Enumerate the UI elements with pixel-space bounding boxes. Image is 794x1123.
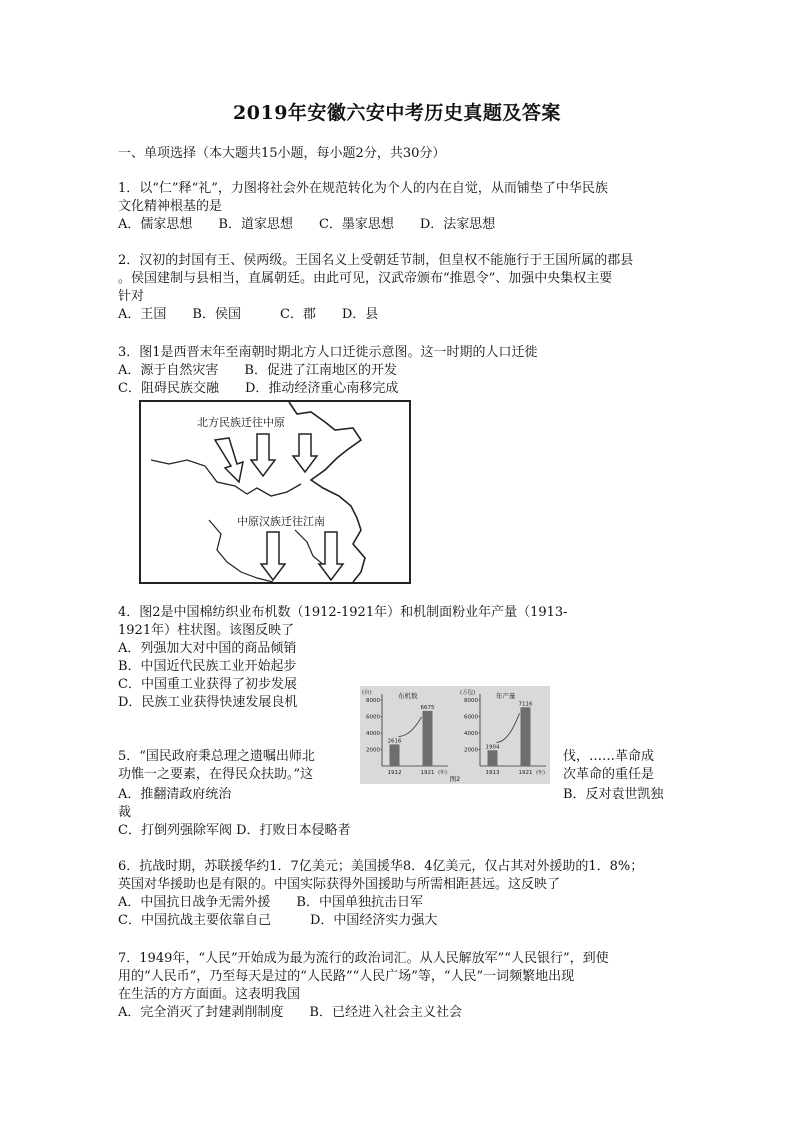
chart-data-label: 2616 [387, 738, 402, 745]
q1-stem-line1: 1．以“仁”释“礼”，力图将社会外在规范转化为个人的内在自觉，从而铺垫了中华民族 [118, 181, 608, 196]
q5-line1-right: 伐，……革命成 [563, 749, 655, 764]
map-label-north: 北方民族迁往中原 [197, 416, 285, 429]
chart-y-tick-label: 6000 [464, 714, 478, 721]
chart-bar [521, 707, 531, 766]
chart-x-tick-label: 1913 [485, 770, 500, 776]
q4-option-d: D．民族工业获得快速发展良机 [118, 695, 298, 710]
chart-y-tick-label: 4000 [366, 731, 380, 737]
q2-stem-line1: 2．汉初的封国有王、侯两级。王国名义上受朝廷节制，但皇权不能施行于王国所属的郡县 [118, 253, 634, 268]
chart-y-tick-label: 6000 [366, 714, 380, 721]
q4-stem-line2: 1921年）柱状图。该图反映了 [118, 623, 295, 638]
q2-stem-line2: 。侯国建制与县相当，直属朝廷。由此可见，汉武帝颁布“推恩令”、加强中央集权主要 [118, 271, 613, 286]
chart-data-label: 6675 [420, 704, 435, 711]
q3-stem: 3．图1是西晋末年至南朝时期北方人口迁徙示意图。这一时期的人口迁徙 [118, 345, 538, 360]
chart-x-unit: (年) [536, 770, 545, 776]
q5-options-cd: C．打倒列强除军阀 D．打败日本侵略者 [118, 823, 351, 838]
figure1-migration-map [139, 400, 411, 584]
q2-stem-line3: 针对 [118, 289, 145, 304]
q1-stem-line2: 文化精神根基的是 [118, 199, 223, 214]
chart-y-tick-label: 2000 [464, 747, 478, 754]
q4-option-c: C．中国重工业获得了初步发展 [118, 677, 297, 692]
q5-option-b: B．反对袁世凯独 [563, 787, 664, 802]
chart-data-label: 7116 [518, 701, 533, 708]
chart-y-tick-label: 4000 [464, 731, 478, 737]
q2-options: A．王国 B．侯国 C．郡 D．县 [118, 307, 379, 322]
chart-x-tick-label: 1921 [518, 770, 533, 776]
q7-stem-line3: 在生活的方方面面。这表明我国 [118, 987, 301, 1002]
q7-options-line1: A．完全消灭了封建剥削制度 B．已经进入社会主义社会 [118, 1005, 462, 1020]
q6-options-line1: A．中国抗日战争无需外援 B．中国单独抗击日军 [118, 895, 423, 910]
q7-stem-line1: 7．1949年，“人民”开始成为最为流行的政治词汇。从人民解放军”“人民银行”，到使 [118, 951, 609, 966]
map-label-south: 中原汉族迁往江南 [237, 515, 325, 528]
q5-option-b-continued: 裁 [118, 805, 132, 820]
chart-bar [390, 744, 400, 766]
chart-title: 年产量 [496, 692, 516, 700]
q4-option-a: A．列强加大对中国的商品倾销 [118, 641, 297, 656]
chart-y-tick-label: 2000 [366, 747, 380, 754]
q5-line2-right: 次革命的重任是 [563, 767, 655, 782]
q4-option-b: B．中国近代民族工业开始起步 [118, 659, 297, 674]
chart-data-label: 1904 [485, 744, 500, 751]
q5-line1-left: 5．“国民政府秉总理之遗嘱出师北 [118, 749, 315, 764]
figure2-svg [360, 686, 550, 784]
q1-options: A．儒家思想 B．道家思想 C．墨家思想 D．法家思想 [118, 217, 496, 232]
page-title: 2019年安徽六安中考历史真题及答案 [233, 102, 561, 124]
chart-bar [423, 711, 433, 766]
chart-y-unit: (台) [362, 690, 372, 696]
chart-bar [488, 750, 498, 766]
chart-y-tick-label: 8000 [464, 698, 478, 704]
chart-x-tick-label: 1912 [387, 770, 402, 776]
chart-title: 布机数 [398, 692, 418, 700]
q6-stem-line2: 英国对华援助也是有限的。中国实际获得外国援助与所需相距甚远。这反映了 [118, 877, 561, 892]
section-header: 一、单项选择（本大题共15小题，每小题2分，共30分） [118, 146, 446, 161]
q7-stem-line2: 用的“人民币”，乃至每天是过的“人民路”“人民广场”等，“人民”一词频繁地出现 [118, 969, 575, 984]
chart-x-unit: (年) [438, 770, 447, 776]
q5-option-a: A．推翻清政府统治 [118, 787, 232, 802]
map-svg [139, 400, 411, 584]
q6-options-line2: C．中国抗战主要依靠自己 D．中国经济实力强大 [118, 913, 438, 928]
chart-y-tick-label: 8000 [366, 698, 380, 704]
figure2-bar-charts [360, 686, 550, 784]
q3-options-line1: A．源于自然灾害 B．促进了江南地区的开发 [118, 363, 397, 378]
q4-stem-line1: 4．图2是中国棉纺织业布机数（1912-1921年）和机制面粉业年产量（1913- [118, 605, 568, 620]
growth-arrow-icon [399, 717, 422, 736]
q5-line2-left: 功惟一之要素，在得民众扶助。”这 [118, 767, 314, 782]
growth-arrow-icon [497, 713, 520, 742]
chart-y-unit: (万包) [460, 690, 476, 696]
q3-options-line2: C．阻碍民族交融 D．推动经济重心南移完成 [118, 381, 399, 396]
q6-stem-line1: 6．抗战时期，苏联援华约1．7亿美元；美国援华8．4亿美元，仅占其对外援助的1．8%； [118, 859, 644, 874]
chart-x-tick-label: 1921 [420, 770, 435, 776]
figure2-caption: 图2 [449, 775, 461, 783]
